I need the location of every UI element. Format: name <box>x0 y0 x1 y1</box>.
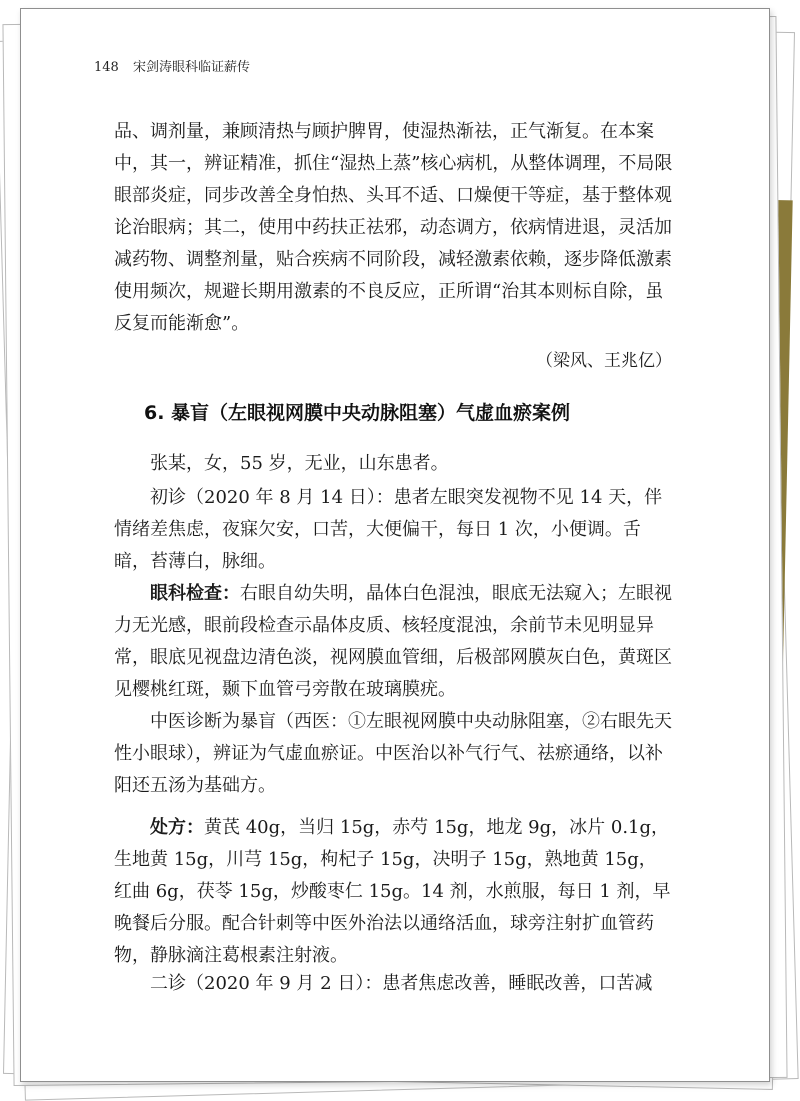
eye-exam-paragraph <box>114 578 674 706</box>
book-title: 宋剑涛眼科临证薪传 <box>132 60 250 75</box>
running-header <box>94 56 250 75</box>
eye-exam-label: 眼科检查： <box>150 583 240 604</box>
diagnosis-paragraph: 中医诊断为暴盲（西医：①左眼视网膜中央动脉阻塞，②右眼先天性小眼球），辨证为气虚血瘀证。中医治以补气行气、祛瘀通络，以补阳还五汤为基础方。 <box>114 711 672 796</box>
first-visit-paragraph <box>114 482 674 578</box>
first-visit-text: （2020 年 8 月 14 日）：患者左眼突发视物不见 14 天，伴情绪差焦虑，夜寐欠安，口苦，大便偏干，每日 1 次，小便调。舌暗，苔薄白，脉细。 <box>114 487 663 572</box>
eye-exam-text: 右眼自幼失明，晶体白色混浊，眼底无法窥入；左眼视力无光感，眼前段检查示晶体皮质、核轻度混浊，余前节未见明显异常，眼底见视盘边清色淡，视网膜血管细，后极部网膜灰白色，黄斑区见樱桃红斑，颞下血管弓旁散在玻璃膜疣。 <box>114 583 672 700</box>
prescription-paragraph <box>114 812 674 972</box>
prescription-label: 处方： <box>150 817 204 838</box>
first-visit-label: 初诊 <box>150 487 186 508</box>
prescription-text: 黄芪 40g，当归 15g，赤芍 15g，地龙 9g，冰片 0.1g，生地黄 15g，川芎 15g，枸杞子 15g，决明子 15g，熟地黄 15g，红曲 6g，茯苓 15g，炒酸枣仁 15g。14 剂，水煎服，每日 1 剂，早晚餐后分服。配合针刺等中医外治法以通络活血，球旁注射扩血管药物，静脉滴注葛根素注射液。 <box>114 817 671 966</box>
author-signature: （梁风、王兆亿） <box>536 351 672 371</box>
page-number: 148 <box>94 60 119 75</box>
section-heading: 6. 暴盲（左眼视网膜中央动脉阻塞）气虚血瘀案例 <box>144 402 571 424</box>
patient-info-paragraph: 张某，女，55 岁，无业，山东患者。 <box>150 453 449 474</box>
second-visit-paragraph: 二诊（2020 年 9 月 2 日）：患者焦虑改善，睡眠改善，口苦减 <box>150 973 653 994</box>
commentary-paragraph: 品、调剂量，兼顾清热与顾护脾胃，使湿热渐祛，正气渐复。在本案中，其一，辨证精准，抓住“湿热上蒸”核心病机，从整体调理，不局限眼部炎症，同步改善全身怕热、头耳不适、口燥便干等症，基于整体观论治眼病；其二，使用中药扶正祛邪，动态调方，依病情进退，灵活加减药物、调整剂量，贴合疾病不同阶段，减轻激素依赖，逐步降低激素使用频次，规避长期用激素的不良反应，正所谓“治其本则标自除，虽反复而能渐愈”。 <box>114 121 673 334</box>
